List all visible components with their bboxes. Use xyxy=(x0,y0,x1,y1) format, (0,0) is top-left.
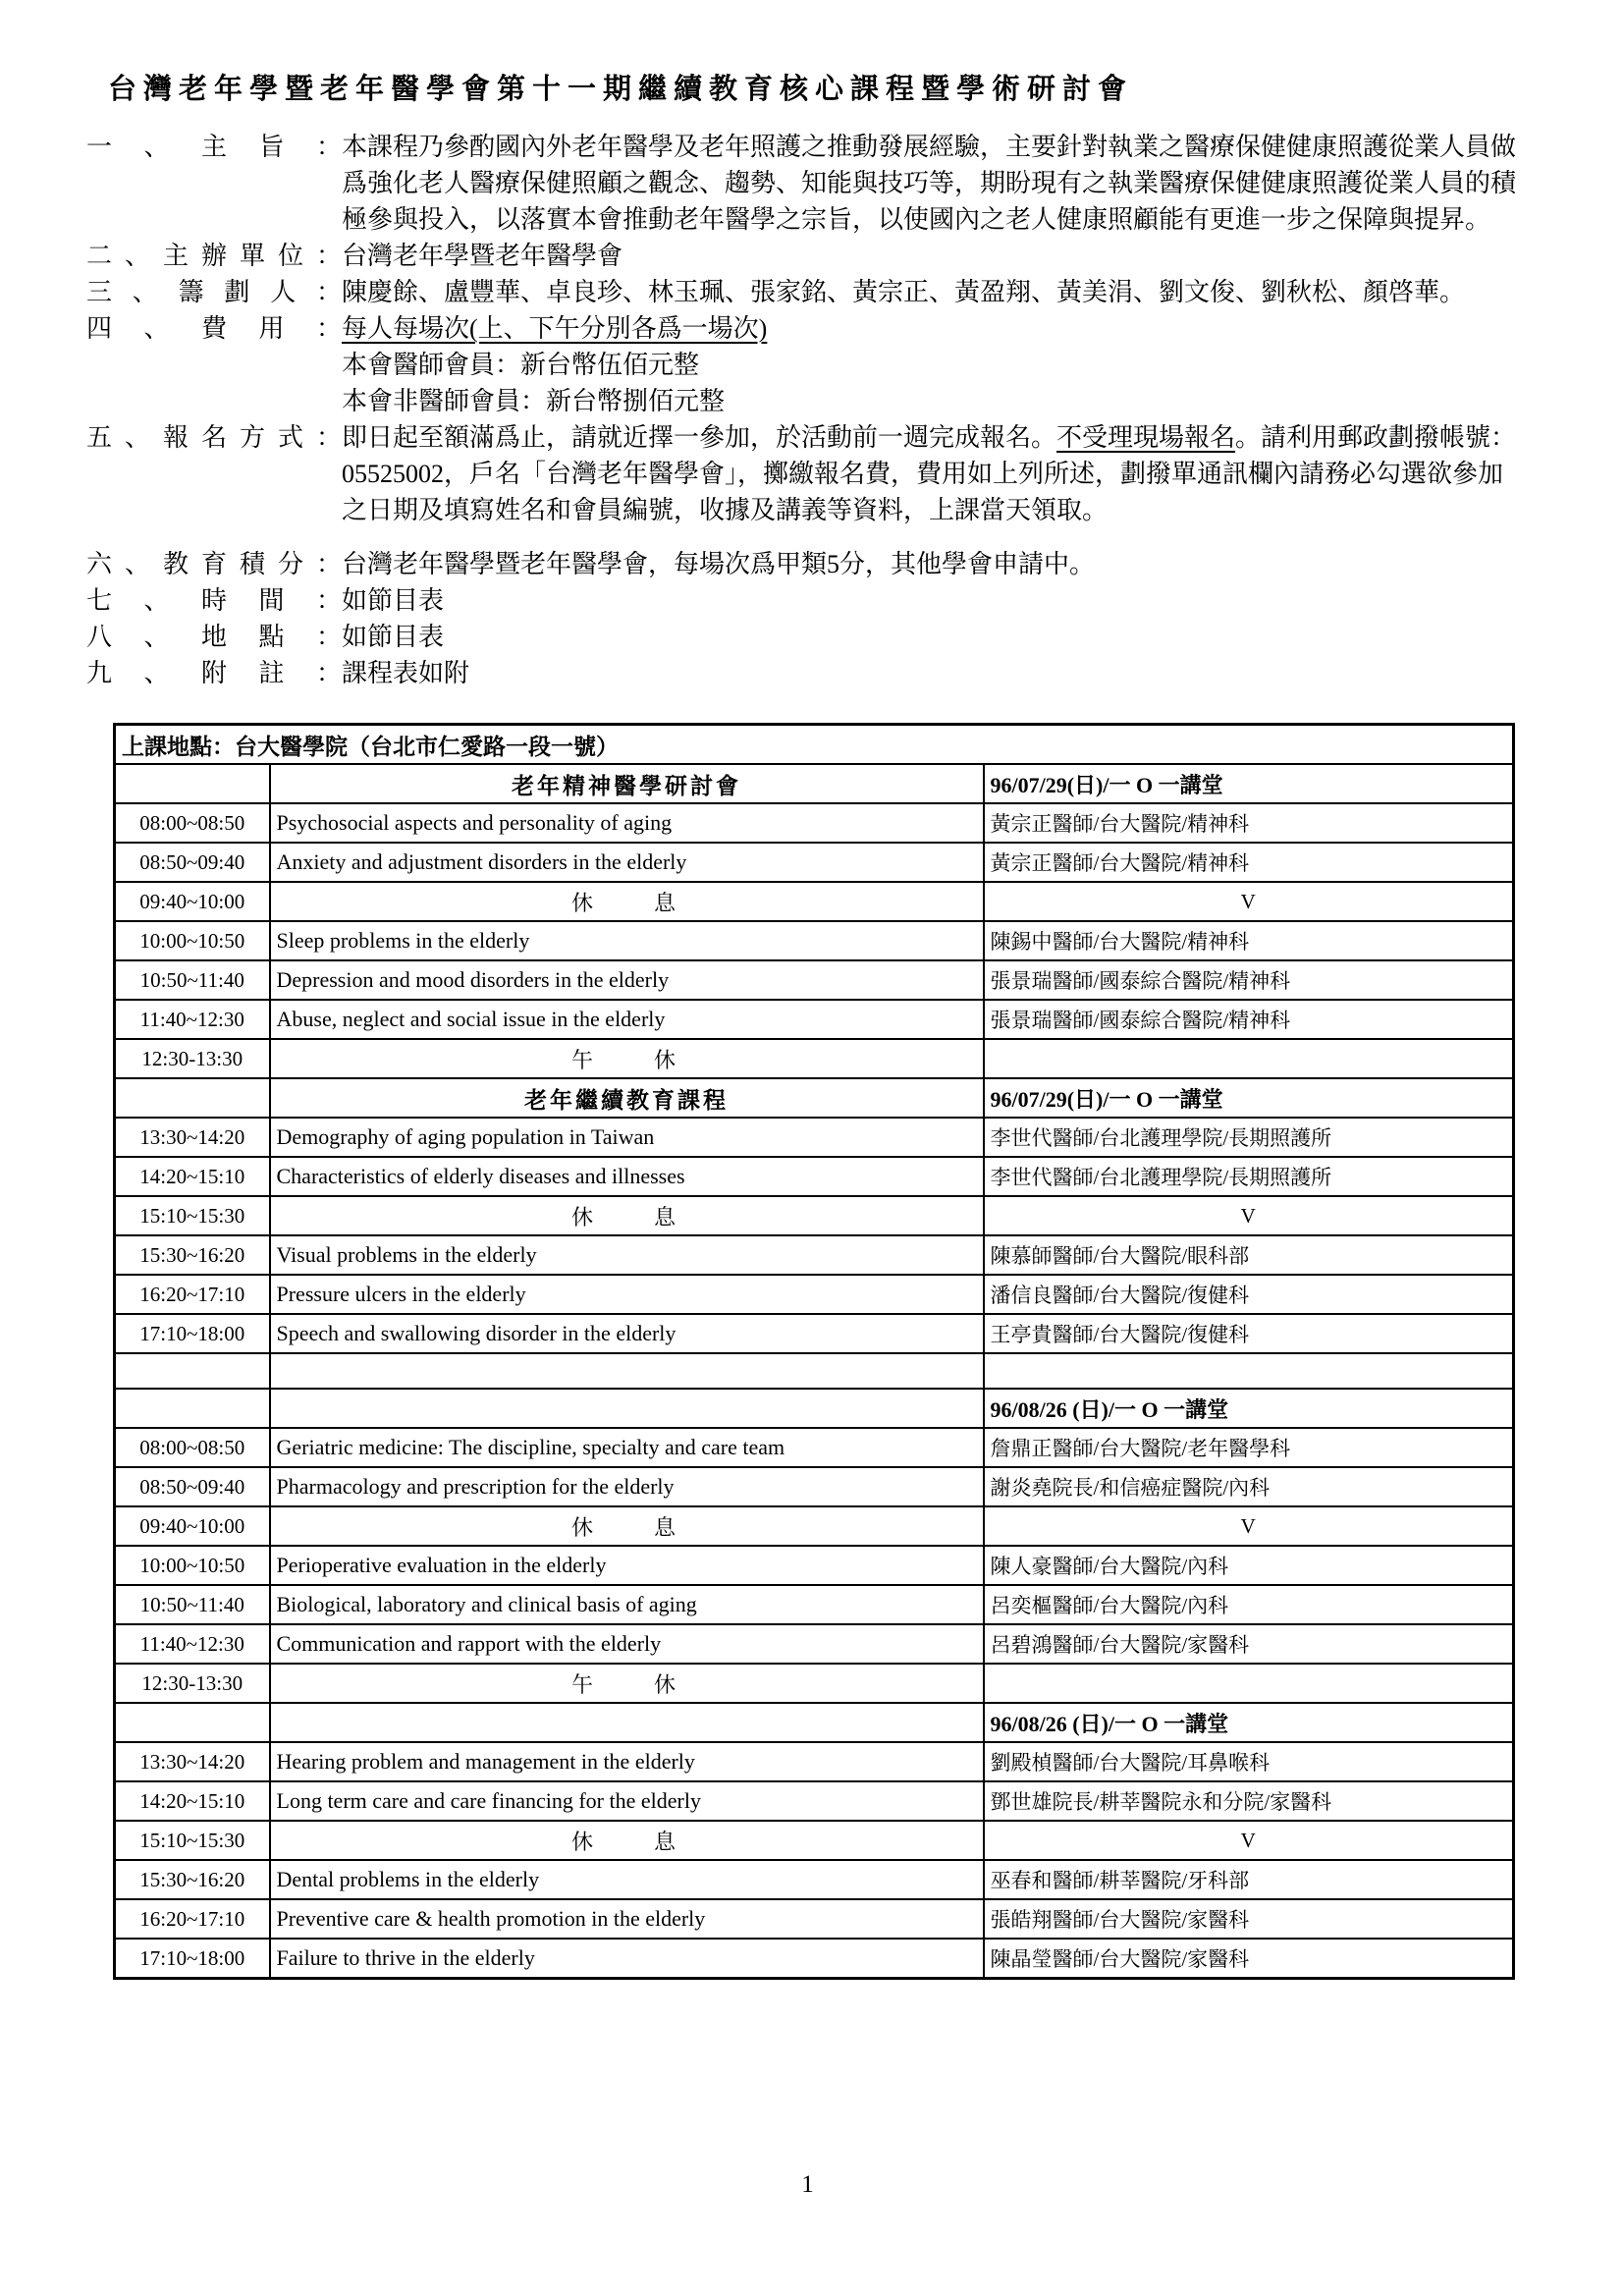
section-venue: 96/08/26 (日)/一 O 一講堂 xyxy=(984,1703,1514,1742)
topic-cell: 休 息 xyxy=(270,1196,984,1235)
spacer-cell xyxy=(115,1353,270,1389)
topic-cell: Sleep problems in the elderly xyxy=(270,921,984,960)
table-row xyxy=(115,1275,1514,1314)
topic-cell: Dental problems in the elderly xyxy=(270,1860,984,1899)
info-item xyxy=(86,129,1529,238)
speaker-cell xyxy=(984,1039,1514,1078)
speaker-cell: 謝炎堯院長/和信癌症醫院/內科 xyxy=(984,1467,1514,1506)
info-item-label: 六、教育積分： xyxy=(86,550,342,578)
speaker-cell: 黃宗正醫師/台大醫院/精神科 xyxy=(984,843,1514,882)
topic-cell: Failure to thrive in the elderly xyxy=(270,1939,984,1979)
table-row xyxy=(115,1742,1514,1781)
underlined-text: 不受理現場報名 xyxy=(1056,423,1236,452)
spacer-cell xyxy=(270,1353,984,1389)
speaker-cell: 陳慕師醫師/台大醫院/眼科部 xyxy=(984,1235,1514,1275)
schedule-table-body xyxy=(115,725,1514,1979)
speaker-cell: 張皓翔醫師/台大醫院/家醫科 xyxy=(984,1899,1514,1939)
section-header-row xyxy=(115,1389,1514,1428)
info-item-line xyxy=(342,655,1521,691)
time-cell: 11:40~12:30 xyxy=(115,1000,270,1039)
time-cell: 10:00~10:50 xyxy=(115,1546,270,1585)
page-number: 1 xyxy=(801,2171,814,2198)
time-cell: 13:30~14:20 xyxy=(115,1118,270,1157)
table-row xyxy=(115,1467,1514,1506)
info-item-label: 三、籌劃人： xyxy=(86,278,342,306)
info-item-body xyxy=(342,582,1529,619)
topic-cell: Characteristics of elderly diseases and illnesses xyxy=(270,1157,984,1196)
info-item-body xyxy=(342,310,1529,419)
topic-cell: 午 休 xyxy=(270,1039,984,1078)
info-item-line xyxy=(342,129,1521,238)
speaker-cell: 王亭貴醫師/台大醫院/復健科 xyxy=(984,1314,1514,1353)
time-cell: 14:20~15:10 xyxy=(115,1781,270,1821)
time-cell: 11:40~12:30 xyxy=(115,1624,270,1664)
time-cell: 10:50~11:40 xyxy=(115,1585,270,1624)
time-cell: 16:20~17:10 xyxy=(115,1899,270,1939)
speaker-cell: V xyxy=(984,1196,1514,1235)
time-cell: 08:50~09:40 xyxy=(115,843,270,882)
topic-cell: Perioperative evaluation in the elderly xyxy=(270,1546,984,1585)
table-row xyxy=(115,882,1514,921)
table-row xyxy=(115,843,1514,882)
text-segment: 本課程乃參酌國內外老年醫學及老年照護之推動發展經驗，主要針對執業之醫療保健健康照護從業人員做爲強化老人醫療保健照顧之觀念、趨勢、知能與技巧等，期盼現有之執業醫療保健健康照護從業人員的積極參與投入，以落實本會推動老年醫學之宗旨，以使國內之老人健康照顧能有更進一步之保障與提昇。 xyxy=(342,133,1517,234)
text-segment: 如節目表 xyxy=(342,623,445,651)
spacer-cell xyxy=(984,1353,1514,1389)
info-item xyxy=(86,546,1529,582)
table-row xyxy=(115,1860,1514,1899)
text-segment: 台灣老年學暨老年醫學會 xyxy=(342,242,623,270)
speaker-cell: 李世代醫師/台北護理學院/長期照護所 xyxy=(984,1157,1514,1196)
table-row xyxy=(115,1196,1514,1235)
time-cell: 12:30-13:30 xyxy=(115,1664,270,1703)
section-time-cell xyxy=(115,764,270,803)
time-cell: 17:10~18:00 xyxy=(115,1939,270,1979)
info-item-line xyxy=(342,619,1521,655)
speaker-cell: 潘信良醫師/台大醫院/復健科 xyxy=(984,1275,1514,1314)
info-item xyxy=(86,582,1529,619)
section-title xyxy=(270,1389,984,1428)
info-item xyxy=(86,310,1529,419)
section-title: 老年精神醫學研討會 xyxy=(270,764,984,803)
speaker-cell: 呂奕樞醫師/台大醫院/內科 xyxy=(984,1585,1514,1624)
time-cell: 10:50~11:40 xyxy=(115,960,270,1000)
text-segment: 本會非醫師會員：新台幣捌佰元整 xyxy=(342,387,726,415)
topic-cell: 休 息 xyxy=(270,1821,984,1860)
speaker-cell: 巫春和醫師/耕莘醫院/牙科部 xyxy=(984,1860,1514,1899)
time-cell: 15:10~15:30 xyxy=(115,1196,270,1235)
table-row xyxy=(115,1000,1514,1039)
time-cell: 13:30~14:20 xyxy=(115,1742,270,1781)
section-title: 老年繼續教育課程 xyxy=(270,1078,984,1118)
speaker-cell: 劉殿楨醫師/台大醫院/耳鼻喉科 xyxy=(984,1742,1514,1781)
table-row xyxy=(115,1428,1514,1467)
info-item-body xyxy=(342,274,1529,310)
section-header-row xyxy=(115,1703,1514,1742)
info-item-line xyxy=(342,238,1521,274)
info-item-label: 九、附註： xyxy=(86,659,342,687)
time-cell: 17:10~18:00 xyxy=(115,1314,270,1353)
info-item-label: 二、主辦單位： xyxy=(86,242,342,270)
time-cell: 15:30~16:20 xyxy=(115,1860,270,1899)
document-title: 台灣老年學暨老年醫學會第十一期繼續教育核心課程暨學術研討會 xyxy=(108,74,1134,105)
info-item xyxy=(86,419,1529,528)
info-item-line xyxy=(342,546,1521,582)
time-cell: 15:30~16:20 xyxy=(115,1235,270,1275)
section-header-row xyxy=(115,1078,1514,1118)
topic-cell: Abuse, neglect and social issue in the elderly xyxy=(270,1000,984,1039)
section-time-cell xyxy=(115,1703,270,1742)
speaker-cell: 呂碧鴻醫師/台大醫院/家醫科 xyxy=(984,1624,1514,1664)
info-item-label: 七、時間： xyxy=(86,586,342,615)
table-row xyxy=(115,1585,1514,1624)
info-item-line xyxy=(342,310,1521,347)
table-row xyxy=(115,960,1514,1000)
table-row xyxy=(115,803,1514,843)
table-row xyxy=(115,1664,1514,1703)
location-cell: 上課地點：台大醫學院（台北市仁愛路一段一號） xyxy=(115,725,1514,765)
time-cell: 09:40~10:00 xyxy=(115,1506,270,1546)
info-list xyxy=(86,129,1529,691)
time-cell: 15:10~15:30 xyxy=(115,1821,270,1860)
table-row xyxy=(115,1039,1514,1078)
time-cell: 10:00~10:50 xyxy=(115,921,270,960)
speaker-cell: 詹鼎正醫師/台大醫院/老年醫學科 xyxy=(984,1428,1514,1467)
table-row xyxy=(115,1821,1514,1860)
text-segment: 台灣老年醫學暨老年醫學會，每場次爲甲類5分，其他學會申請中。 xyxy=(342,550,1096,578)
speaker-cell: V xyxy=(984,882,1514,921)
topic-cell: Psychosocial aspects and personality of aging xyxy=(270,803,984,843)
topic-cell: Long term care and care financing for the elderly xyxy=(270,1781,984,1821)
topic-cell: Speech and swallowing disorder in the elderly xyxy=(270,1314,984,1353)
time-cell: 16:20~17:10 xyxy=(115,1275,270,1314)
table-row xyxy=(115,921,1514,960)
speaker-cell: V xyxy=(984,1506,1514,1546)
speaker-cell: 鄧世雄院長/耕莘醫院永和分院/家醫科 xyxy=(984,1781,1514,1821)
info-item-body xyxy=(342,655,1529,691)
text-segment: 即日起至額滿爲止，請就近擇一參加，於活動前一週完成報名。 xyxy=(342,423,1057,452)
topic-cell: Demography of aging population in Taiwan xyxy=(270,1118,984,1157)
time-cell: 14:20~15:10 xyxy=(115,1157,270,1196)
time-cell: 08:50~09:40 xyxy=(115,1467,270,1506)
schedule-table xyxy=(113,723,1515,1980)
time-cell: 09:40~10:00 xyxy=(115,882,270,921)
underlined-text: 每人每場次(上、下午分別各爲一場次) xyxy=(342,314,768,343)
section-venue: 96/07/29(日)/一 O 一講堂 xyxy=(984,764,1514,803)
section-time-cell xyxy=(115,1078,270,1118)
info-item-line xyxy=(342,274,1521,310)
info-item xyxy=(86,274,1529,310)
topic-cell: Communication and rapport with the elderly xyxy=(270,1624,984,1664)
info-item-line xyxy=(342,419,1521,528)
info-item xyxy=(86,655,1529,691)
info-item-label: 八、地點： xyxy=(86,623,342,651)
info-item-line xyxy=(342,383,1521,419)
info-item-body xyxy=(342,129,1529,238)
text-segment: 本會醫師會員：新台幣伍佰元整 xyxy=(342,351,700,379)
speaker-cell: 李世代醫師/台北護理學院/長期照護所 xyxy=(984,1118,1514,1157)
text-segment: 陳慶餘、盧豐華、卓良珍、林玉珮、張家銘、黃宗正、黃盈翔、黃美涓、劉文俊、劉秋松、顏啓華。 xyxy=(342,278,1466,306)
topic-cell: Preventive care & health promotion in the elderly xyxy=(270,1899,984,1939)
info-item-body xyxy=(342,419,1529,528)
section-venue: 96/07/29(日)/一 O 一講堂 xyxy=(984,1078,1514,1118)
section-time-cell xyxy=(115,1389,270,1428)
topic-cell: Pharmacology and prescription for the elderly xyxy=(270,1467,984,1506)
topic-cell: Geriatric medicine: The discipline, specialty and care team xyxy=(270,1428,984,1467)
speaker-cell: V xyxy=(984,1821,1514,1860)
time-cell: 08:00~08:50 xyxy=(115,803,270,843)
info-item-body xyxy=(342,619,1529,655)
topic-cell: 休 息 xyxy=(270,882,984,921)
info-item-body xyxy=(342,546,1529,582)
time-cell: 12:30-13:30 xyxy=(115,1039,270,1078)
table-row xyxy=(115,1899,1514,1939)
topic-cell: Hearing problem and management in the elderly xyxy=(270,1742,984,1781)
info-item-label: 五、報名方式： xyxy=(86,423,342,452)
table-row xyxy=(115,1781,1514,1821)
info-item-line xyxy=(342,582,1521,619)
topic-cell: Anxiety and adjustment disorders in the elderly xyxy=(270,843,984,882)
table-row xyxy=(115,1314,1514,1353)
location-row xyxy=(115,725,1514,765)
table-row xyxy=(115,1118,1514,1157)
time-cell: 08:00~08:50 xyxy=(115,1428,270,1467)
text-segment: 如節目表 xyxy=(342,586,445,615)
spacer-row xyxy=(115,1353,1514,1389)
speaker-cell: 陳錫中醫師/台大醫院/精神科 xyxy=(984,921,1514,960)
topic-cell: Depression and mood disorders in the elderly xyxy=(270,960,984,1000)
section-venue: 96/08/26 (日)/一 O 一講堂 xyxy=(984,1389,1514,1428)
topic-cell: 休 息 xyxy=(270,1506,984,1546)
info-item xyxy=(86,619,1529,655)
info-item-line xyxy=(342,347,1521,383)
table-row xyxy=(115,1624,1514,1664)
topic-cell: Visual problems in the elderly xyxy=(270,1235,984,1275)
speaker-cell xyxy=(984,1664,1514,1703)
speaker-cell: 陳人豪醫師/台大醫院/內科 xyxy=(984,1546,1514,1585)
text-segment: 。請利用郵政劃撥帳號：05525002，戶名「台灣老年醫學會」，擲繳報名費，費用如上列所述，劃撥單通訊欄內請務必勾選欲參加之日期及填寫姓名和會員編號，收據及講義等資料，上課當天領取。 xyxy=(342,423,1517,524)
table-row xyxy=(115,1235,1514,1275)
topic-cell: Biological, laboratory and clinical basis of aging xyxy=(270,1585,984,1624)
table-row xyxy=(115,1939,1514,1979)
speaker-cell: 張景瑞醫師/國泰綜合醫院/精神科 xyxy=(984,1000,1514,1039)
topic-cell: Pressure ulcers in the elderly xyxy=(270,1275,984,1314)
info-item-label: 一、主旨： xyxy=(86,133,342,161)
info-item-label: 四、費用： xyxy=(86,314,342,343)
info-item xyxy=(86,238,1529,274)
table-row xyxy=(115,1506,1514,1546)
speaker-cell: 黃宗正醫師/台大醫院/精神科 xyxy=(984,803,1514,843)
text-segment: 課程表如附 xyxy=(342,659,470,687)
info-item-body xyxy=(342,238,1529,274)
speaker-cell: 陳晶瑩醫師/台大醫院/家醫科 xyxy=(984,1939,1514,1979)
topic-cell: 午 休 xyxy=(270,1664,984,1703)
table-row xyxy=(115,1157,1514,1196)
table-row xyxy=(115,1546,1514,1585)
section-title xyxy=(270,1703,984,1742)
section-header-row xyxy=(115,764,1514,803)
speaker-cell: 張景瑞醫師/國泰綜合醫院/精神科 xyxy=(984,960,1514,1000)
